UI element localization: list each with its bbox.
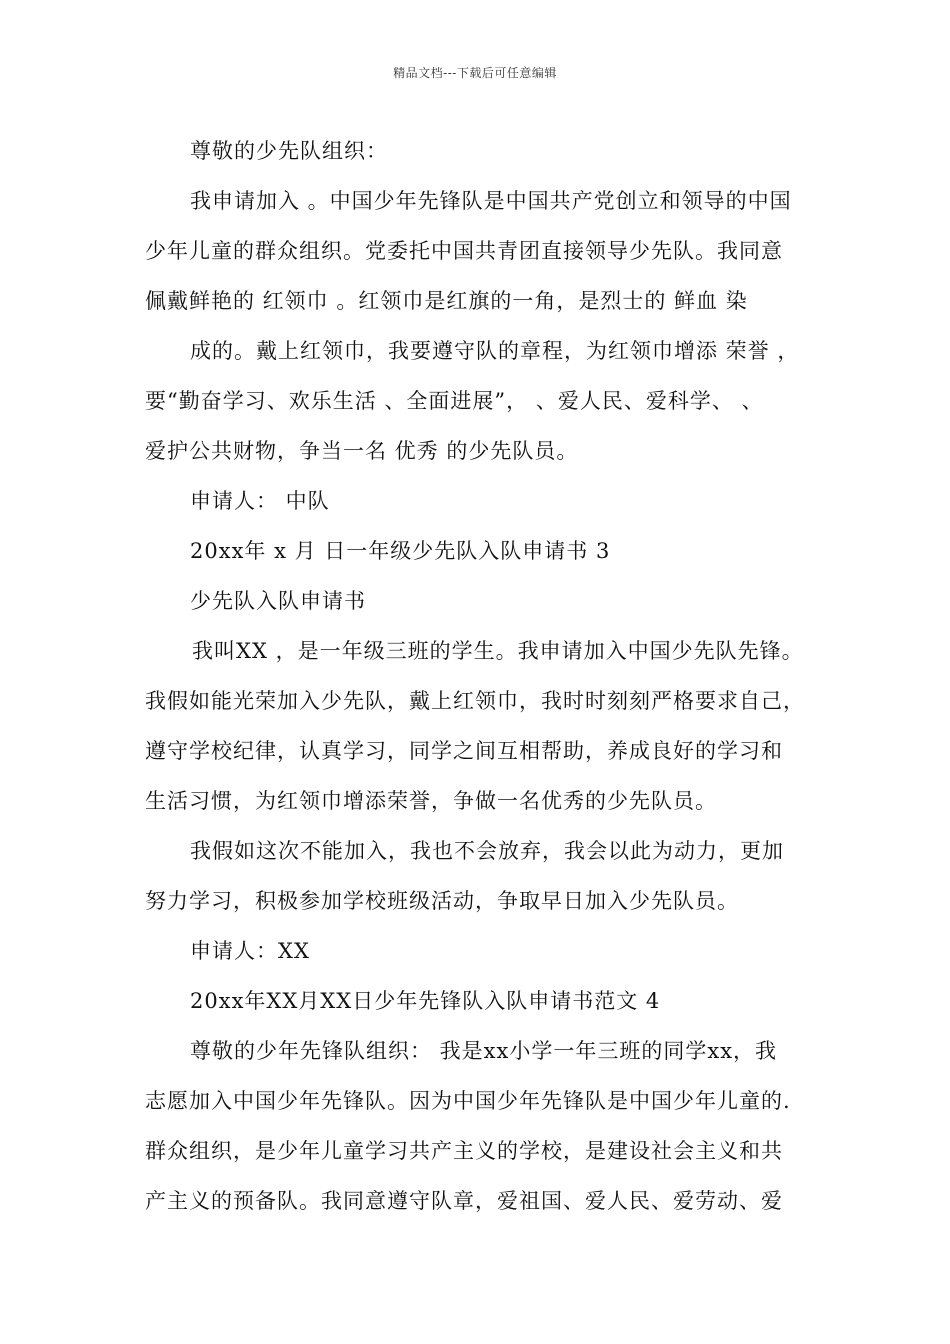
paragraph-line: 我假如能光荣加入少先队，戴上红领巾，我时时刻刻严格要求自己， [145, 689, 805, 713]
paragraph-line: 产主义的预备队。我同意遵守队章，爱祖国、爱人民、爱劳动、爱 [145, 1189, 783, 1213]
applicant-line: 申请人： 中队 [190, 489, 330, 513]
section-title: 少先队入队申请书 [190, 589, 366, 613]
paragraph-line: 少年儿童的群众组织。党委托中国共青团直接领导少先队。我同意 [145, 239, 783, 263]
page-header: 精品文档---下载后可任意编辑 [393, 66, 557, 80]
paragraph-line: 爱护公共财物，争当一名 优秀 的少先队员。 [145, 439, 579, 463]
paragraph-line: 群众组织，是少年儿童学习共产主义的学校，是建设社会主义和共 [145, 1139, 783, 1163]
date-heading-line: 20xx年XX月XX日少年先锋队入队申请书范文 4 [190, 989, 661, 1013]
paragraph-line: 努力学习，积极参加学校班级活动，争取早日加入少先队员。 [145, 889, 739, 913]
paragraph-line: 佩戴鲜艳的 红领巾 。红领巾是红旗的一角，是烈士的 鲜血 染 [145, 289, 748, 313]
paragraph-line: 要“勤奋学习、欢乐生活 、全面进展”， 、爱人民、爱科学、 、 [145, 389, 764, 413]
paragraph-line: 我假如这次不能加入，我也不会放弃，我会以此为动力，更加 [190, 839, 784, 863]
applicant-line: 申请人：XX [190, 939, 310, 963]
paragraph-line: 生活习惯，为红领巾增添荣誉，争做一名优秀的少先队员。 [145, 789, 717, 813]
paragraph-line: 遵守学校纪律，认真学习，同学之间互相帮助，养成良好的学习和 [145, 739, 783, 763]
salutation: 尊敬的少先队组织： [190, 139, 388, 163]
date-heading-line: 20xx年 x 月 日一年级少先队入队申请书 3 [190, 539, 611, 563]
paragraph-line: 我申请加入 。中国少年先锋队是中国共产党创立和领导的中国 [190, 189, 792, 213]
paragraph-line: 我叫XX ，是一年级三班的学生。我申请加入中国少先队先锋。 [192, 639, 804, 663]
paragraph-line: 成的。戴上红领巾，我要遵守队的章程，为红领巾增添 荣誉 ， [190, 339, 800, 363]
paragraph-line: 志愿加入中国少年先锋队。因为中国少年先锋队是中国少年儿童的. [145, 1089, 791, 1113]
paragraph-line: 尊敬的少年先锋队组织： 我是xx小学一年三班的同学xx，我 [190, 1039, 778, 1063]
